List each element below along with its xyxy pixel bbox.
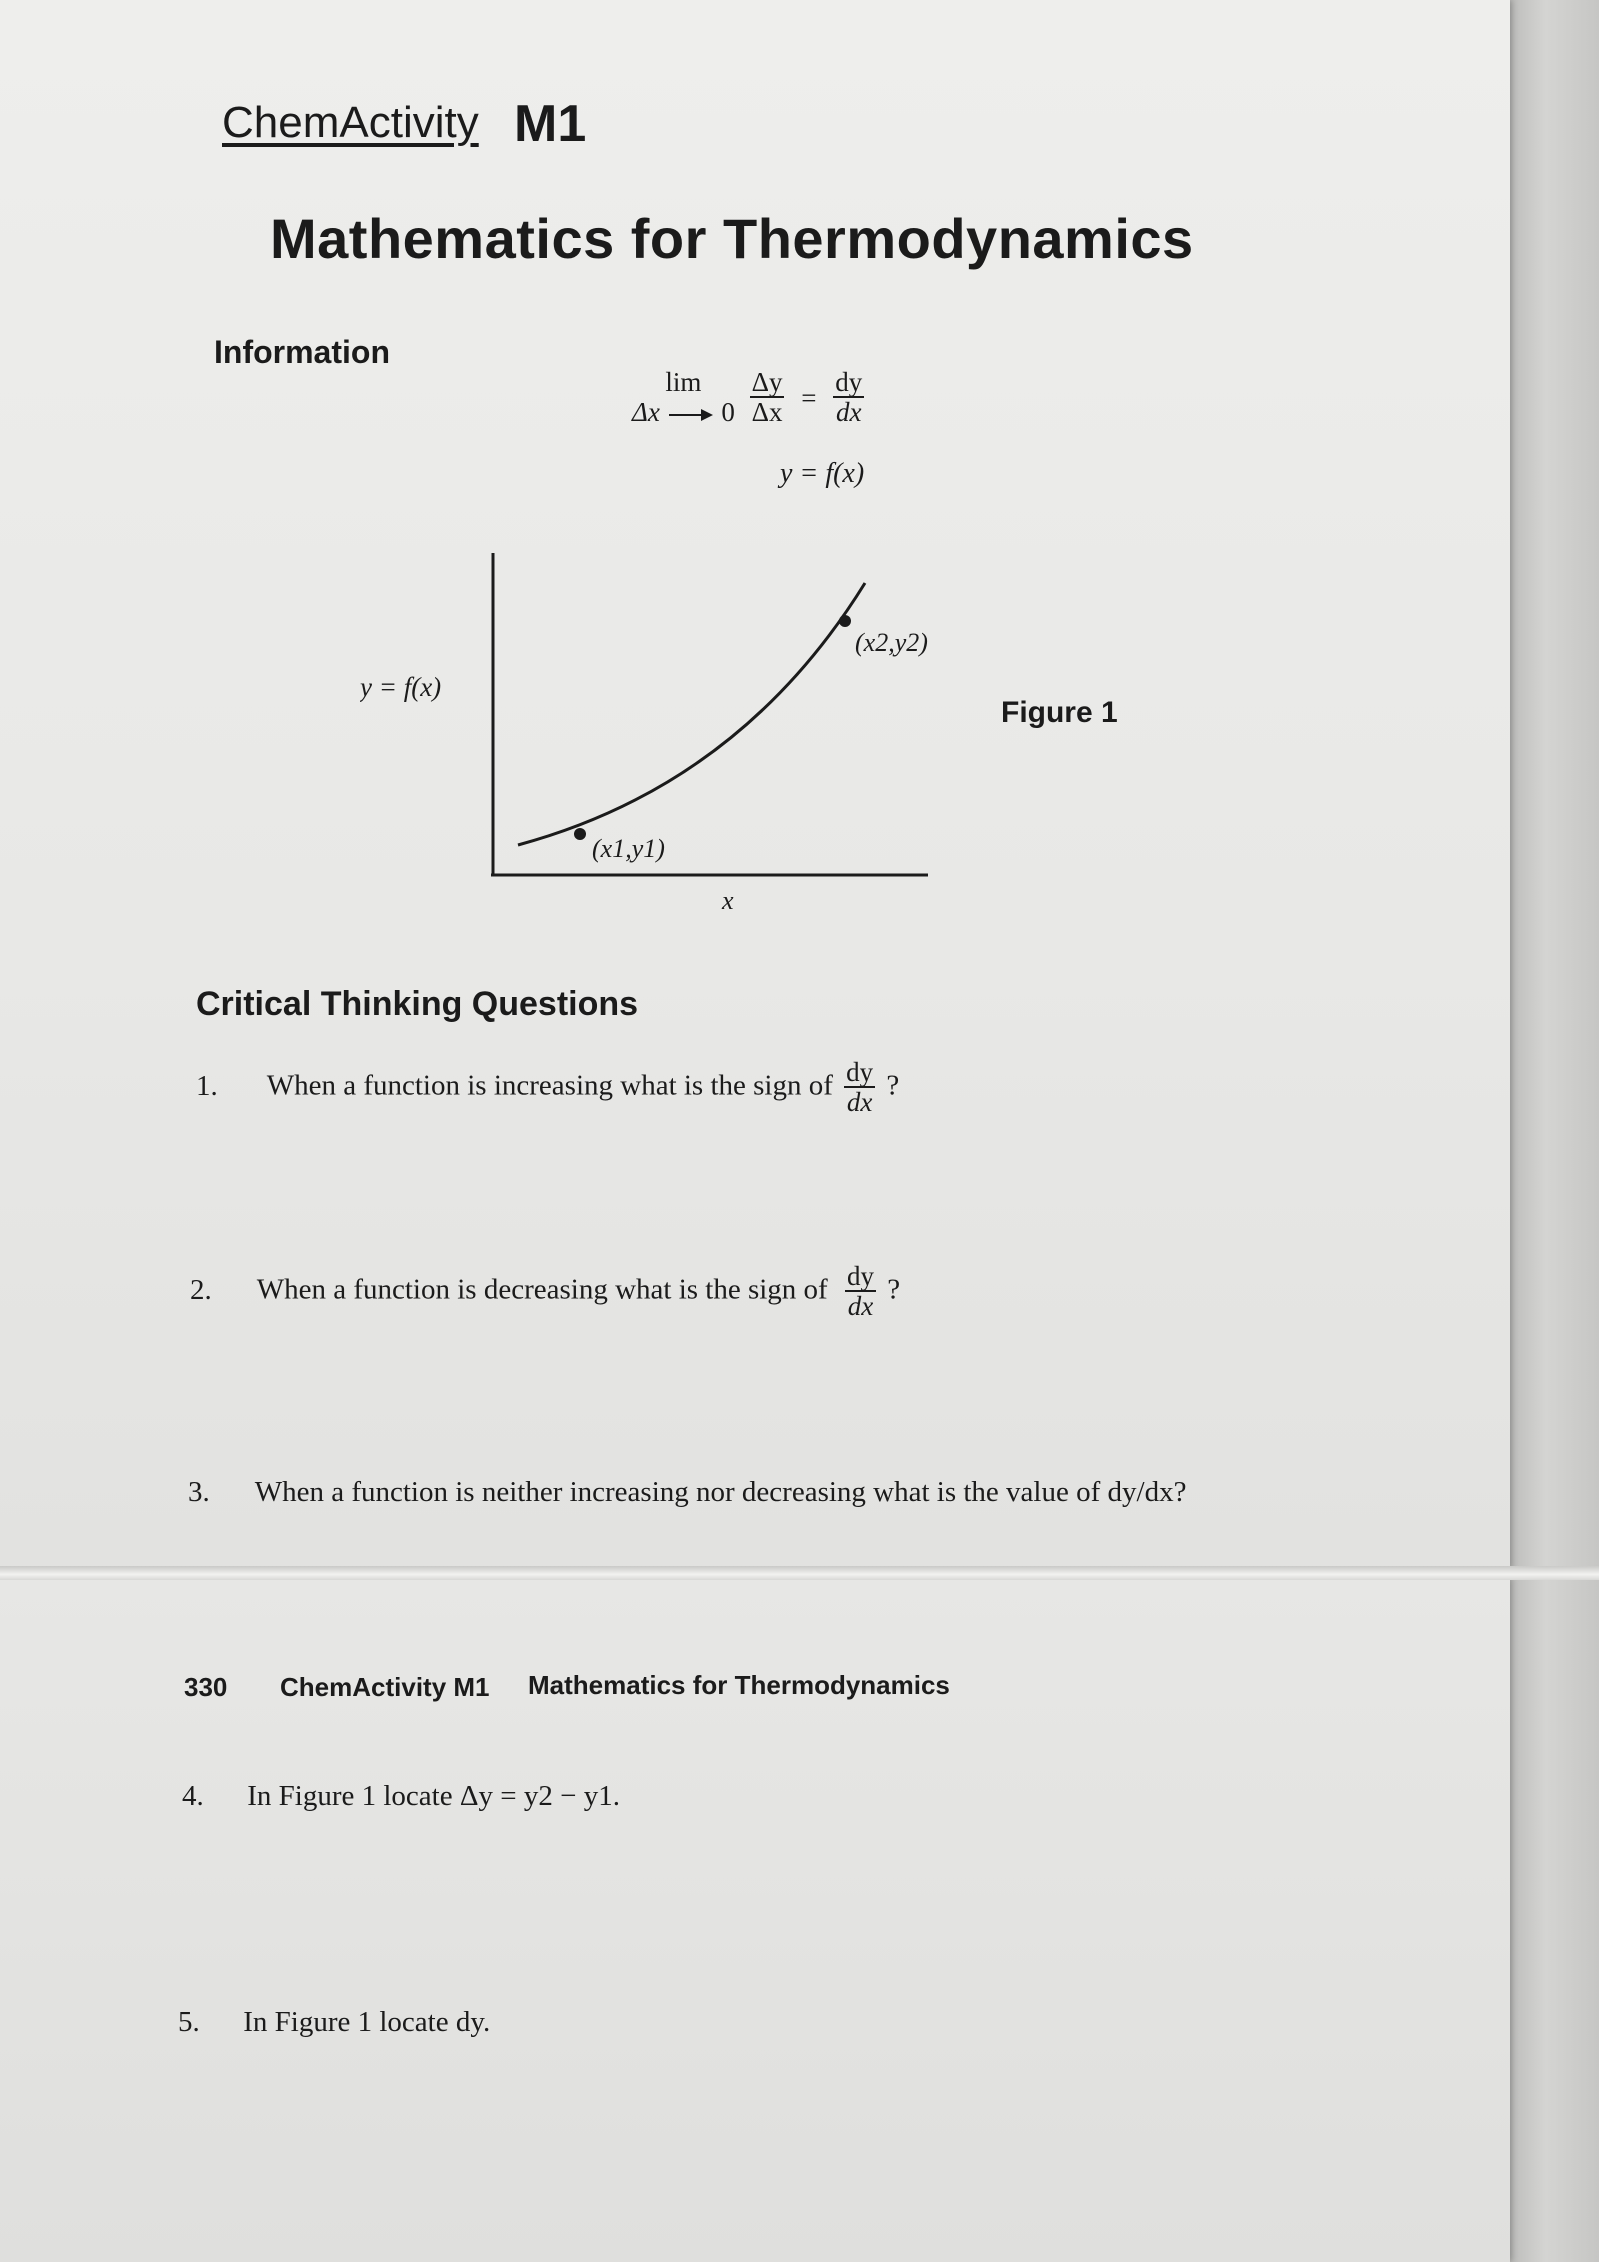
point-2-marker bbox=[839, 615, 851, 627]
question-number: 3. bbox=[188, 1476, 210, 1508]
question-text: In Figure 1 locate Δy = y2 − y1. bbox=[247, 1780, 620, 1812]
question-fraction bbox=[844, 1058, 875, 1118]
background-surface bbox=[1510, 0, 1599, 2262]
arrow-icon bbox=[667, 408, 715, 422]
question-end: ? bbox=[886, 1069, 900, 1102]
point-2-label: (x2,y2) bbox=[855, 628, 928, 657]
question-number: 1. bbox=[196, 1069, 218, 1102]
limit-subscript: Δx bbox=[632, 397, 660, 428]
delta-fraction bbox=[750, 368, 785, 428]
activity-label: ChemActivity bbox=[222, 98, 479, 147]
question-text: In Figure 1 locate dy. bbox=[243, 2006, 491, 2038]
function-curve bbox=[518, 583, 865, 845]
limit-equation bbox=[632, 368, 864, 428]
question-text: When a function is neither increasing nor decreasing what is the value of dy/dx? bbox=[254, 1476, 1187, 1508]
question-1 bbox=[196, 1058, 899, 1118]
question-text: When a function is increasing what is the sign of bbox=[266, 1069, 833, 1102]
x-axis-label: x bbox=[722, 886, 734, 915]
question-4 bbox=[182, 1780, 620, 1813]
fraction-numerator: dy bbox=[846, 1261, 874, 1291]
y-axis-label: y = f(x) bbox=[360, 672, 442, 702]
function-definition: y = f(x) bbox=[780, 458, 865, 489]
point-1-label: (x1,y1) bbox=[592, 834, 665, 863]
page-number: 330 bbox=[184, 1672, 228, 1702]
question-end: ? bbox=[887, 1273, 901, 1306]
footer-activity: ChemActivity M1 bbox=[280, 1672, 490, 1702]
question-2 bbox=[190, 1262, 900, 1322]
derivative-dy: dy bbox=[835, 367, 863, 397]
delta-x: Δx bbox=[751, 397, 783, 428]
derivative-dx: dx bbox=[835, 397, 862, 428]
question-5 bbox=[178, 2006, 490, 2039]
point-1-marker bbox=[574, 828, 586, 840]
limit-target: 0 bbox=[721, 397, 735, 428]
fraction-numerator: dy bbox=[846, 1057, 874, 1087]
page-fold bbox=[0, 1566, 1599, 1580]
derivative-fraction bbox=[833, 368, 864, 428]
question-number: 2. bbox=[190, 1273, 212, 1306]
fraction-denominator: dx bbox=[847, 1291, 874, 1322]
information-heading: Information bbox=[214, 334, 390, 370]
question-number: 4. bbox=[182, 1780, 204, 1812]
page-title: Mathematics for Thermodynamics bbox=[270, 207, 1194, 270]
question-fraction bbox=[845, 1262, 876, 1322]
question-text: When a function is decreasing what is the sign of bbox=[256, 1273, 828, 1306]
question-number: 5. bbox=[178, 2006, 200, 2038]
footer-title: Mathematics for Thermodynamics bbox=[528, 1670, 950, 1700]
limit-operator bbox=[632, 368, 735, 427]
figure-label: Figure 1 bbox=[1001, 696, 1118, 729]
fraction-denominator: dx bbox=[846, 1087, 873, 1118]
figure-1-graph bbox=[360, 545, 940, 925]
question-3 bbox=[188, 1476, 1186, 1509]
limit-word: lim bbox=[665, 367, 702, 398]
delta-y: Δy bbox=[751, 367, 783, 397]
equals-sign: = bbox=[801, 382, 817, 413]
questions-heading: Critical Thinking Questions bbox=[196, 985, 639, 1023]
activity-number: M1 bbox=[514, 95, 587, 153]
